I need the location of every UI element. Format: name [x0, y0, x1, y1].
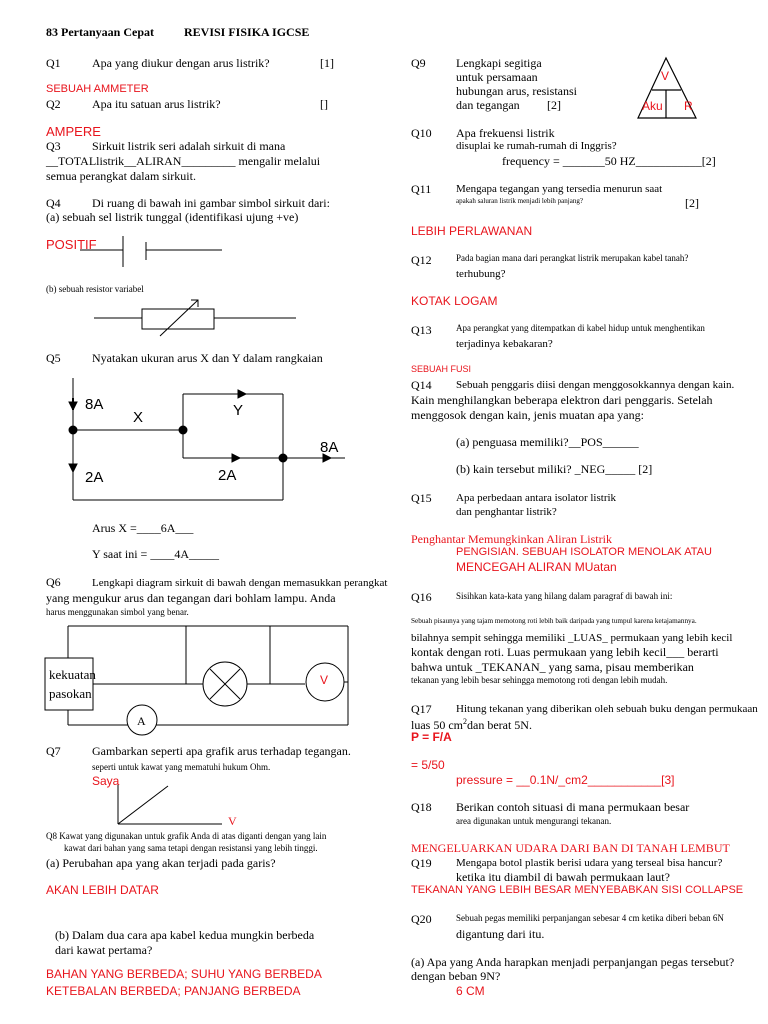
power-supply-label-1: kekuatan	[49, 667, 96, 682]
q7-axis-x-label: V	[228, 814, 237, 828]
q20-line1: Sebuah pegas memiliki perpanjangan sebesar 4 cm ketika diberi beban 6N	[456, 913, 724, 923]
arrow-right-y	[238, 390, 246, 398]
triangle-label-r: R	[684, 99, 693, 113]
q6-line3: harus menggunakan simbol yang benar.	[46, 607, 189, 617]
q20-answer: 6 CM	[456, 984, 485, 998]
q4-part-b: (b) sebuah resistor variabel	[46, 284, 144, 294]
q10-number: Q10	[411, 126, 432, 140]
q4-line1: Di ruang di bawah ini gambar simbol sirkuit dari:	[92, 196, 330, 210]
header-title: 83 Pertanyaan Cepat	[46, 25, 154, 39]
junction-left	[69, 426, 77, 434]
q6-line2: yang mengukur arus dan tegangan dari bohlam lampu. Anda	[46, 591, 336, 605]
q5-label-8a-right: 8A	[320, 439, 339, 456]
q17-answer-substitution: = 5/50	[411, 758, 445, 772]
q5-label-y: Y	[233, 402, 244, 419]
q2-text: Apa itu satuan arus listrik?	[92, 97, 221, 111]
q4-answer-a: POSITIF	[46, 237, 97, 252]
q14-number: Q14	[411, 378, 432, 392]
q9-number: Q9	[411, 56, 426, 70]
q7-graph	[118, 784, 222, 824]
q19-line1: Mengapa botol plastik berisi udara yang terseal bisa hancur?	[456, 857, 723, 869]
q18-line2: area digunakan untuk mengurangi tekanan.	[456, 816, 612, 826]
q1-text: Apa yang diukur dengan arus listrik?	[92, 56, 270, 70]
q8-line2: kawat dari bahan yang sama tetapi dengan resistansi yang lebih tinggi.	[64, 843, 318, 853]
q7-line2: seperti untuk kawat yang mematuhi hukum Ohm.	[92, 762, 271, 772]
q11-line2: apakah saluran listrik menjadi lebih panjang?	[456, 197, 583, 205]
voltmeter-label: V	[320, 673, 329, 687]
arrow-down-top	[69, 402, 77, 410]
q16-paragraph-line1: Sebuah pisaunya yang tajam memotong roti lebih baik daripada yang tumpul karena ketajamannya.	[411, 617, 697, 625]
q14-line1: Sebuah penggaris diisi dengan menggosokkannya dengan kain.	[456, 379, 735, 391]
cell-symbol	[80, 236, 222, 267]
power-supply-label-2: pasokan	[49, 686, 92, 701]
q20-number: Q20	[411, 912, 432, 926]
q4-number: Q4	[46, 196, 61, 210]
q6-number: Q6	[46, 575, 61, 589]
q19-line2: ketika itu diambil di bawah permukaan laut?	[456, 870, 670, 884]
q11-number: Q11	[411, 182, 432, 196]
q19-answer: TEKANAN YANG LEBIH BESAR MENYEBABKAN SISI COLLAPSE	[411, 884, 744, 896]
q5-label-x: X	[133, 409, 144, 426]
q7-line1: Gambarkan seperti apa grafik arus terhadap tegangan.	[92, 744, 351, 758]
header-subject: REVISI FISIKA IGCSE	[184, 25, 310, 39]
q13-answer: SEBUAH FUSI	[411, 364, 472, 374]
q10-line1: Apa frekuensi listrik	[456, 126, 555, 140]
q15-answer-line1: Penghantar Memungkinkan Aliran Listrik	[411, 532, 612, 546]
q13-line2: terjadinya kebakaran?	[456, 338, 553, 350]
triangle-label-v: V	[661, 69, 670, 83]
q9-marks: [2]	[547, 98, 561, 112]
q1-number: Q1	[46, 56, 61, 70]
q12-line1: Pada bagian mana dari perangkat listrik merupakan kabel tanah?	[456, 253, 689, 263]
arrow-right-mid	[232, 454, 240, 462]
q12-answer: KOTAK LOGAM	[411, 294, 498, 308]
q8-part-b-line2: dari kawat pertama?	[55, 943, 153, 957]
q7-axis-y-label: Saya	[92, 774, 120, 788]
q11-answer: LEBIH PERLAWANAN	[411, 224, 533, 238]
q2-number: Q2	[46, 97, 61, 111]
q15-number: Q15	[411, 491, 432, 505]
q5-answer-x: Arus X =____6A___	[92, 521, 194, 535]
q14-part-a: (a) penguasa memiliki?__POS______	[456, 435, 639, 449]
q11-line1: Mengapa tegangan yang tersedia menurun saat	[456, 183, 663, 195]
q16-paragraph-line5: tekanan yang lebih besar sehingga memotong roti dengan lebih mudah.	[411, 675, 668, 685]
q16-paragraph-line3: kontak dengan roti. Luas permukaan yang lebih kecil___ berarti	[411, 645, 719, 659]
q8-part-a: (a) Perubahan apa yang akan terjadi pada garis?	[46, 856, 276, 870]
q10-line3: frequency = _______50 HZ___________[2]	[502, 154, 716, 168]
q5-number: Q5	[46, 351, 61, 365]
q3-line3: semua perangkat dalam sirkuit.	[46, 169, 196, 183]
q20-part-a-line2: dengan beban 9N?	[411, 969, 501, 983]
triangle-label-aku: Aku	[642, 99, 663, 113]
q5-label-2a-mid: 2A	[218, 467, 237, 484]
q5-answer-y: Y saat ini = ____4A_____	[92, 547, 219, 561]
q3-line2: __TOTALlistrik__ALIRAN_________ mengalir melalui	[46, 154, 321, 168]
q19-number: Q19	[411, 856, 432, 870]
q7-number: Q7	[46, 744, 61, 758]
q17-answer-formula: P = F/A	[411, 730, 452, 744]
ammeter-label: A	[137, 714, 146, 728]
q6-line1: Lengkapi diagram sirkuit di bawah dengan memasukkan perangkat	[92, 577, 388, 589]
q17-number: Q17	[411, 702, 432, 716]
q3-line1: Sirkuit listrik seri adalah sirkuit di mana	[92, 139, 286, 153]
q13-number: Q13	[411, 323, 432, 337]
q10-line2: disuplai ke rumah-rumah di Inggris?	[456, 140, 617, 152]
q9-line4: dan tegangan	[456, 98, 520, 112]
q2-marks: []	[320, 97, 328, 111]
q3-number: Q3	[46, 139, 61, 153]
q9-line2: untuk persamaan	[456, 70, 538, 84]
q11-marks: [2]	[685, 196, 699, 210]
q8-part-b-line1: (b) Dalam dua cara apa kabel kedua mungkin berbeda	[55, 928, 315, 942]
q18-answer: MENGELUARKAN UDARA DARI BAN DI TANAH LEMBUT	[411, 841, 730, 855]
q9-line1: Lengkapi segitiga	[456, 56, 542, 70]
q18-line1: Berikan contoh situasi di mana permukaan besar	[456, 800, 690, 814]
q14-part-b: (b) kain tersebut miliki? _NEG_____ [2]	[456, 462, 653, 476]
q4-line2: (a) sebuah sel listrik tunggal (identifikasi ujung +ve)	[46, 210, 299, 224]
q1-answer: SEBUAH AMMETER	[46, 83, 149, 95]
q20-line2: digantung dari itu.	[456, 927, 545, 941]
q8-answer-a: AKAN LEBIH DATAR	[46, 883, 159, 897]
junction-right	[279, 454, 287, 462]
q5-label-2a-left: 2A	[85, 469, 104, 486]
q9-line3: hubungan arus, resistansi	[456, 84, 577, 98]
q8-answer-b-line2: KETEBALAN BERBEDA; PANJANG BERBEDA	[46, 984, 301, 998]
q8-line1: Q8 Kawat yang digunakan untuk grafik Anda di atas diganti dengan yang lain	[46, 831, 327, 841]
arrow-down-bottom	[69, 464, 77, 472]
q15-answer-line3: MENCEGAH ALIRAN MUatan	[456, 560, 617, 574]
q16-number: Q16	[411, 590, 432, 604]
q20-part-a-line1: (a) Apa yang Anda harapkan menjadi perpanjangan pegas tersebut?	[411, 955, 735, 969]
q17-superscript: 2	[463, 717, 467, 726]
q17-line1: Hitung tekanan yang diberikan oleh sebuah buku dengan permukaan	[456, 703, 758, 715]
q12-line2: terhubung?	[456, 268, 506, 280]
variable-resistor-symbol	[94, 300, 296, 336]
q8-answer-b-line1: BAHAN YANG BERBEDA; SUHU YANG BERBEDA	[46, 967, 322, 981]
q17-line2-a: luas 50 cm	[411, 718, 463, 732]
q17-line2-b: dan berat 5N.	[467, 718, 532, 732]
q1-marks: [1]	[320, 56, 334, 70]
q2-answer: AMPERE	[46, 124, 101, 139]
q18-number: Q18	[411, 800, 432, 814]
q12-number: Q12	[411, 253, 432, 267]
q5-text: Nyatakan ukuran arus X dan Y dalam rangkaian	[92, 351, 323, 365]
q5-circuit	[69, 378, 345, 500]
q15-line2: dan penghantar listrik?	[456, 506, 557, 518]
q16-line1: Sisihkan kata-kata yang hilang dalam paragraf di bawah ini:	[456, 591, 673, 601]
q16-paragraph-line4: bahwa untuk _TEKANAN_ yang sama, pisau memberikan	[411, 660, 694, 674]
q5-label-8a-left: 8A	[85, 396, 104, 413]
q13-line1: Apa perangkat yang ditempatkan di kabel hidup untuk menghentikan	[456, 323, 705, 333]
q17-answer-result: pressure = __0.1N/_cm2___________[3]	[456, 773, 675, 787]
q14-line3: menggosok dengan kain, jenis muatan apa yang:	[411, 408, 644, 422]
q15-line1: Apa perbedaan antara isolator listrik	[456, 492, 617, 504]
q15-answer-line2: PENGISIAN. SEBUAH ISOLATOR MENOLAK ATAU	[456, 546, 712, 558]
q14-line2: Kain menghilangkan beberapa elektron dari penggaris. Setelah	[411, 393, 713, 407]
q16-paragraph-line2: bilahnya sempit sehingga memiliki _LUAS_ permukaan yang lebih kecil	[411, 632, 733, 644]
junction-middle	[179, 426, 187, 434]
